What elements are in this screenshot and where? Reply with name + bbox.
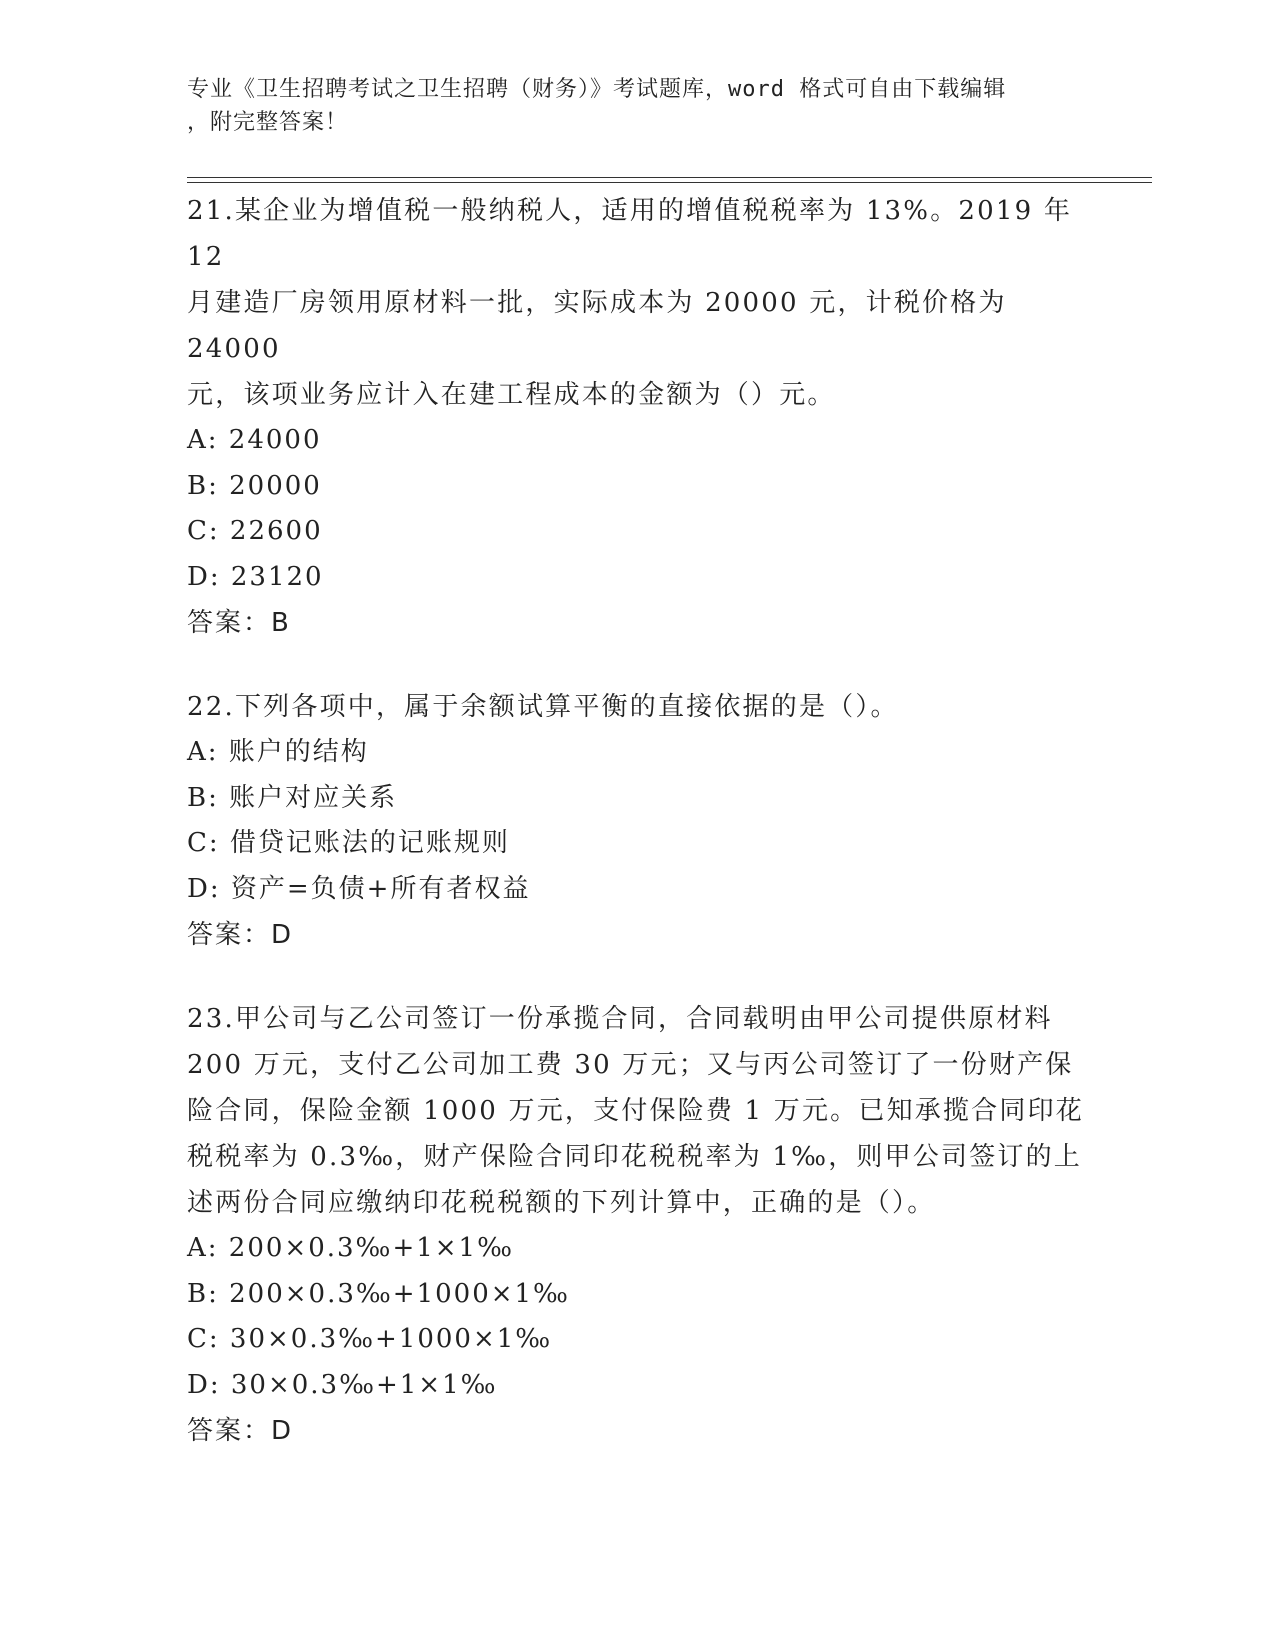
question-22 (187, 684, 1087, 958)
question-21 (187, 188, 1087, 646)
option-a: A: 账户的结构 (187, 737, 369, 767)
question-stem-line: 述两份合同应缴纳印花税税额的下列计算中，正确的是（）。 (187, 1188, 936, 1218)
option-d: D: 30×0.3‰+1×1‰ (187, 1369, 498, 1400)
header-divider-bottom (187, 182, 1152, 183)
header-line-1: 专业《卫生招聘考试之卫生招聘（财务）》考试题库，word 格式可自由下载编辑 (187, 77, 1007, 102)
question-stem-line: 22.下列各项中，属于余额试算平衡的直接依据的是（）。 (187, 692, 899, 722)
question-stem-line: 元，该项业务应计入在建工程成本的金额为（）元。 (187, 380, 836, 410)
option-b: B: 账户对应关系 (187, 782, 398, 813)
question-stem-line: 200 万元，支付乙公司加工费 30 万元；又与丙公司签订了一份财产保 (187, 1050, 1074, 1080)
option-c: C: 22600 (187, 516, 323, 546)
document-header (187, 73, 1067, 139)
question-23 (187, 996, 1087, 1454)
option-a: A: 24000 (187, 425, 322, 455)
question-list (187, 188, 1087, 1492)
option-a: A: 200×0.3‰+1×1‰ (187, 1233, 514, 1263)
question-stem-line: 月建造厂房领用原材料一批，实际成本为 20000 元，计税价格为 24000 (187, 288, 1018, 364)
question-stem-line: 21.某企业为增值税一般纳税人，适用的增值税税率为 13%。2019 年 12 (187, 196, 1083, 272)
answer-label: 答案：B (187, 608, 291, 638)
option-b: B: 200×0.3‰+1000×1‰ (187, 1278, 570, 1309)
option-d: D: 资产=负债+所有者权益 (187, 873, 531, 904)
option-b: B: 20000 (187, 470, 322, 501)
answer-label: 答案：D (187, 920, 294, 950)
answer-label: 答案：D (187, 1416, 294, 1446)
header-line-2: ，附完整答案！ (187, 110, 349, 135)
option-d: D: 23120 (187, 561, 324, 592)
option-c: C: 30×0.3‰+1000×1‰ (187, 1324, 553, 1354)
header-divider-top (187, 177, 1152, 178)
question-stem-line: 税税率为 0.3‰，财产保险合同印花税税率为 1‰，则甲公司签订的上 (187, 1142, 1082, 1172)
question-stem-line: 险合同，保险金额 1000 万元，支付保险费 1 万元。已知承揽合同印花 (187, 1096, 1084, 1126)
option-c: C: 借贷记账法的记账规则 (187, 828, 510, 858)
question-stem-line: 23.甲公司与乙公司签订一份承揽合同，合同载明由甲公司提供原材料 (187, 1004, 1053, 1034)
